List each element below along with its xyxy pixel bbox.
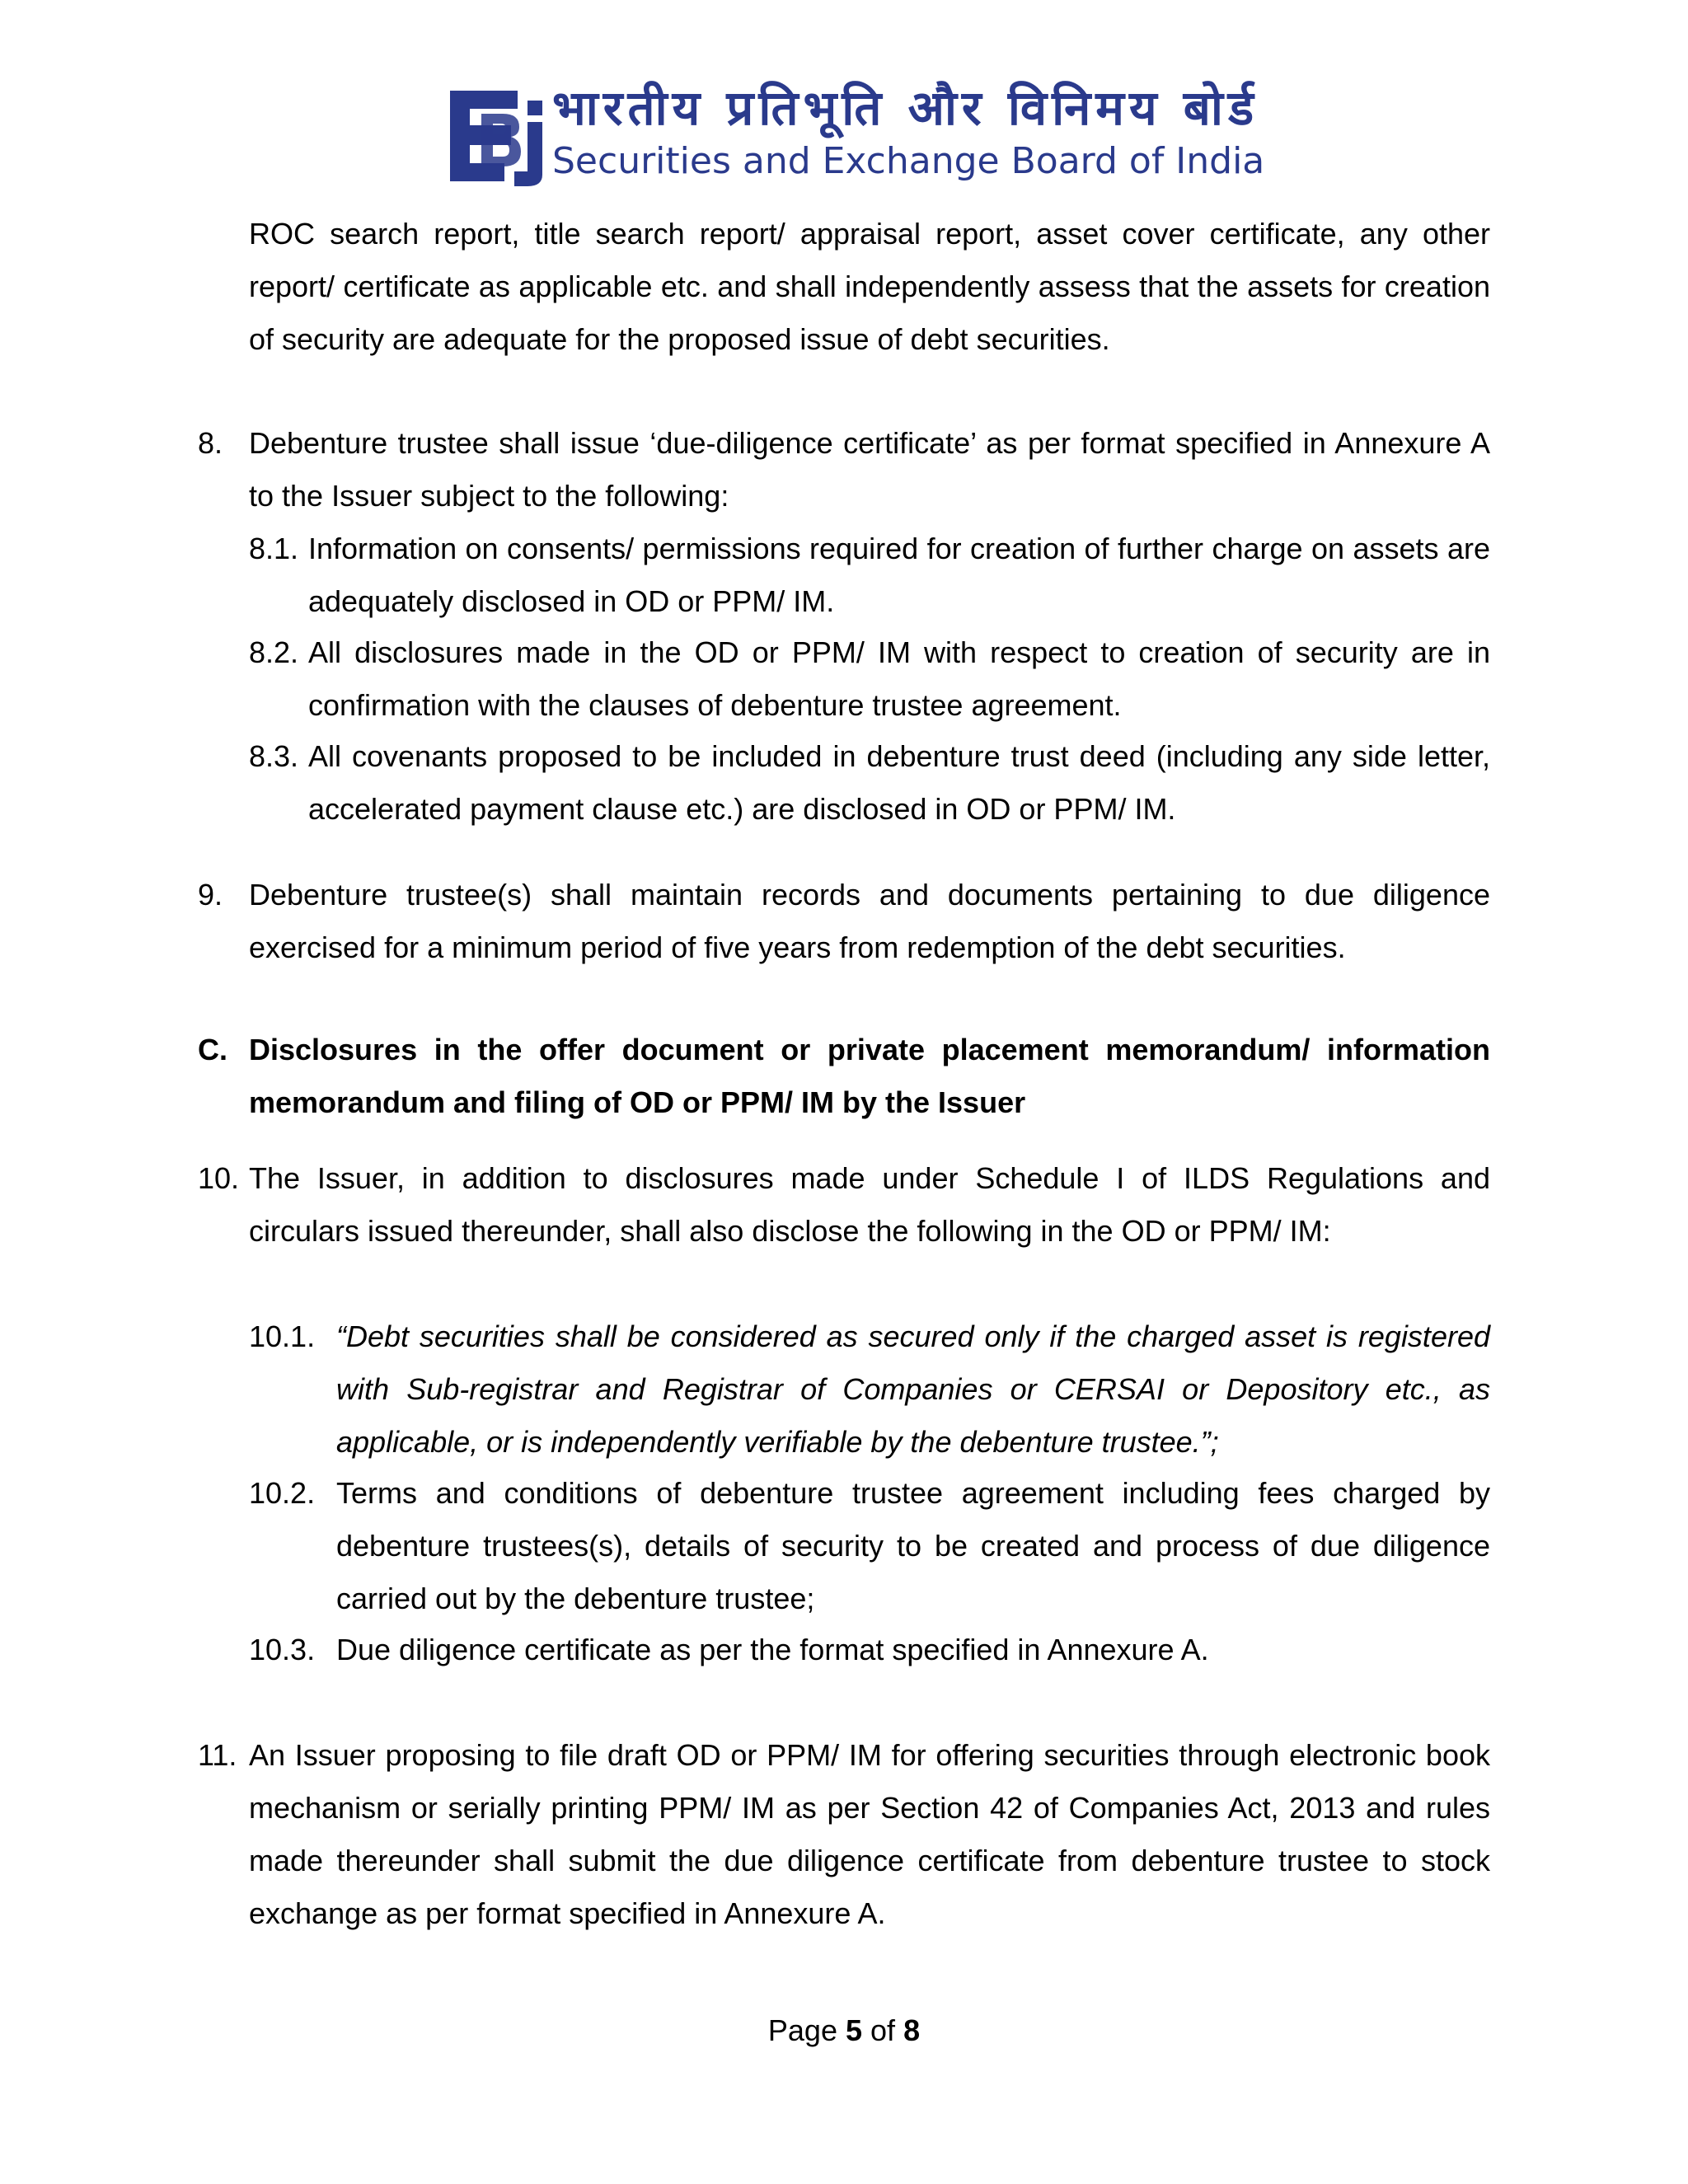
subitem-10-3-text: Due diligence certificate as per the format specified in Annexure A. (336, 1633, 1209, 1666)
page-header (445, 79, 1269, 194)
page-word: Page (767, 2013, 837, 2047)
subitem-number: 8.1. (249, 532, 299, 565)
subitem-8-3-text: All covenants proposed to be included in debenture trust deed (including any side letter, accelerated payment clause etc.) are disclosed in OD or PPM/ IM. (308, 739, 1490, 826)
subitem-8-1-text: Information on consents/ permissions required for creation of further charge on assets are adequately disclosed in OD or PPM/ IM. (308, 532, 1490, 618)
subitem-number: 10.2. (249, 1476, 316, 1510)
item-8-text: Debenture trustee shall issue ‘due-diligence certificate’ as per format specified in Annexure A to the Issuer subject to the following: (249, 426, 1490, 513)
item-number: 9. (198, 878, 223, 912)
hindi-title: भारतीय प्रतिभूति और विनिमय बोर्ड (552, 80, 1259, 136)
subitem-10-1-text: “Debt securities shall be considered as secured only if the charged asset is registered with Sub-registrar and Registrar of Companies or CERSAI or Depository etc., as applicable, or is independently verifiable by the debenture trustee.”; (336, 1319, 1490, 1459)
subitem-number: 8.2. (249, 635, 299, 669)
subitem-number: 8.3. (249, 739, 299, 773)
of-word: of (870, 2013, 896, 2047)
item-number: 10. (198, 1161, 240, 1195)
subitem-10-2-text: Terms and conditions of debenture trustee agreement including fees charged by debenture trustees(s), details of security to be created and process of due diligence carried out by the debenture trustee; (336, 1476, 1490, 1615)
continuation-paragraph: ROC search report, title search report/ appraisal report, asset cover certificate, any other report/ certificate as applicable etc. and shall independently assess that the assets for creation of security are adequate for the proposed issue of debt securities. (249, 217, 1490, 356)
total-pages-number: 8 (903, 2013, 921, 2047)
item-number: 11. (198, 1738, 237, 1772)
subitem-number: 10.3. (249, 1633, 316, 1666)
page-footer (0, 2004, 1688, 2057)
section-c-heading: Disclosures in the offer document or private placement memorandum/ information memorandum and filing of OD or PPM/ IM by the Issuer (249, 1033, 1490, 1119)
item-9-text: Debenture trustee(s) shall maintain records and documents pertaining to due diligence exercised for a minimum period of five years from redemption of the debt securities. (249, 878, 1490, 964)
section-letter: C. (198, 1033, 227, 1066)
english-title: Securities and Exchange Board of India (552, 140, 1265, 182)
current-page-number: 5 (845, 2013, 863, 2047)
item-number: 8. (198, 426, 223, 460)
item-10-text: The Issuer, in addition to disclosures made under Schedule I of ILDS Regulations and circulars issued thereunder, shall also disclose the following in the OD or PPM/ IM: (249, 1161, 1490, 1248)
subitem-number: 10.1. (249, 1319, 316, 1353)
item-11-text: An Issuer proposing to file draft OD or PPM/ IM for offering securities through electronic book mechanism or serially printing PPM/ IM as per Section 42 of Companies Act, 2013 and rules made thereunder shall submit the due diligence certificate from debenture trustee to stock exchange as per format specified in Annexure A. (249, 1738, 1490, 1930)
sebi-logo-icon (445, 84, 551, 186)
subitem-8-2-text: All disclosures made in the OD or PPM/ IM with respect to creation of security are in confirmation with the clauses of debenture trustee agreement. (308, 635, 1490, 722)
